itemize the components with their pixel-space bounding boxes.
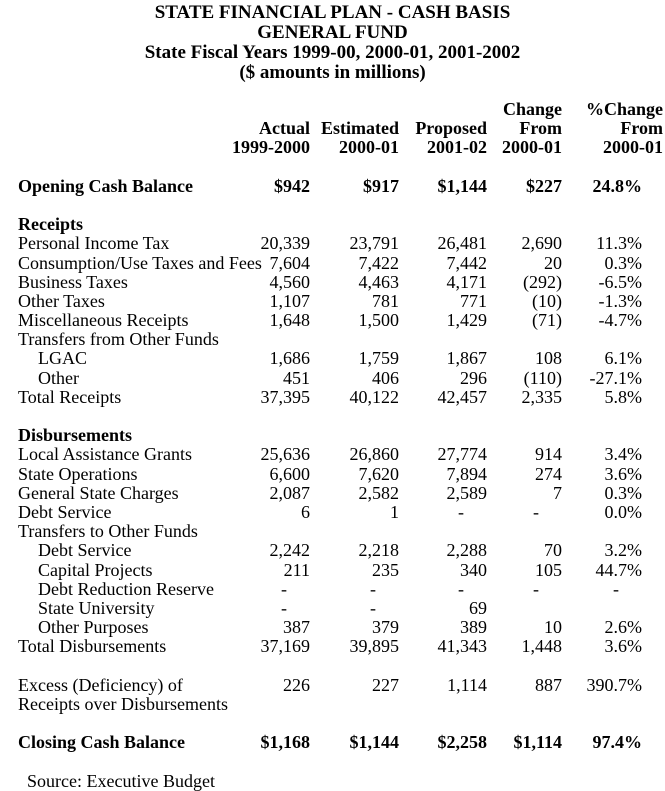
cell-actual-1999-2000: - — [281, 597, 287, 618]
row-label: Other Taxes — [18, 290, 105, 311]
cell-actual-1999-2000: 25,636 — [260, 444, 310, 465]
table-row — [18, 561, 642, 580]
cell-pct-change-from-2000-01: 3.6% — [604, 463, 642, 484]
cell-change-from-2000-01 — [487, 522, 562, 541]
row-label: Other Purposes — [38, 617, 149, 638]
cell-proposed-2001-02: 7,442 — [446, 252, 487, 273]
cell-change-from-2000-01 — [487, 695, 562, 714]
source-note: Source: Executive Budget — [27, 771, 215, 791]
row-label: Other — [38, 367, 79, 388]
cell-estimated-2000-01: 235 — [372, 559, 399, 580]
header-estimated-2000-01: Estimated — [321, 118, 399, 139]
report-title — [0, 3, 665, 83]
cell-actual-1999-2000: $942 — [274, 175, 310, 196]
cell-pct-change-from-2000-01: 2.6% — [604, 617, 642, 638]
cell-proposed-2001-02: 69 — [469, 597, 487, 618]
spacer-row — [18, 656, 642, 675]
cell-change-from-2000-01 — [487, 330, 562, 349]
table-row — [18, 177, 642, 196]
cell-change-from-2000-01: 2,690 — [521, 233, 562, 254]
header-actual-1999-2000: 1999-2000 — [232, 137, 310, 158]
cell-actual-1999-2000: - — [281, 578, 287, 599]
table-row — [18, 273, 642, 292]
cell-estimated-2000-01: 781 — [372, 290, 399, 311]
table-row — [18, 580, 642, 599]
cell-actual-1999-2000: 37,169 — [260, 636, 310, 657]
cell-proposed-2001-02 — [399, 426, 487, 445]
table-row — [18, 349, 642, 368]
cell-change-from-2000-01: 2,335 — [521, 386, 562, 407]
table-row — [18, 311, 642, 330]
cell-proposed-2001-02: 389 — [460, 617, 487, 638]
row-label: Opening Cash Balance — [18, 175, 194, 196]
cell-change-from-2000-01 — [487, 215, 562, 234]
cell-estimated-2000-01 — [310, 215, 399, 234]
cell-change-from-2000-01 — [487, 426, 562, 445]
cell-actual-1999-2000: 1,107 — [269, 290, 310, 311]
title-line-1: STATE FINANCIAL PLAN - CASH BASIS — [154, 2, 511, 23]
cell-change-from-2000-01: 10 — [544, 617, 562, 638]
row-label: Receipts — [18, 214, 83, 235]
cell-estimated-2000-01: 379 — [372, 617, 399, 638]
cell-pct-change-from-2000-01: 44.7% — [595, 559, 642, 580]
cell-estimated-2000-01: - — [370, 578, 376, 599]
cell-proposed-2001-02 — [399, 522, 487, 541]
table-row — [18, 599, 642, 618]
header-proposed-2001-02: 2001-02 — [427, 137, 487, 158]
spacer-row — [18, 714, 642, 733]
cell-proposed-2001-02: 296 — [460, 367, 487, 388]
table-row — [18, 292, 642, 311]
table-row — [18, 369, 642, 388]
cell-pct-change-from-2000-01: 0.0% — [604, 501, 642, 522]
cell-pct-change-from-2000-01: -27.1% — [589, 367, 642, 388]
cell-change-from-2000-01: 887 — [535, 674, 562, 695]
spacer-row — [18, 407, 642, 426]
cell-proposed-2001-02: 2,589 — [446, 482, 487, 503]
cell-actual-1999-2000: 4,560 — [269, 271, 310, 292]
table-row — [18, 426, 642, 445]
table-row — [18, 465, 642, 484]
row-label: Debt Service — [18, 501, 112, 522]
cell-pct-change-from-2000-01: -4.7% — [598, 310, 642, 331]
table-row — [18, 541, 642, 560]
cell-pct-change-from-2000-01 — [562, 426, 642, 445]
cell-actual-1999-2000: 6 — [301, 501, 310, 522]
cell-proposed-2001-02: 41,343 — [437, 636, 487, 657]
cell-pct-change-from-2000-01: 11.3% — [596, 233, 642, 254]
spacer-row — [18, 196, 642, 215]
title-line-3: State Fiscal Years 1999-00, 2000-01, 2001-2002 — [144, 42, 521, 63]
cell-proposed-2001-02: 1,867 — [446, 348, 487, 369]
cell-proposed-2001-02: 26,481 — [437, 233, 487, 254]
cell-change-from-2000-01: - — [533, 578, 539, 599]
row-label: Personal Income Tax — [18, 233, 170, 254]
cell-estimated-2000-01: 1,759 — [358, 348, 399, 369]
cell-proposed-2001-02: 340 — [460, 559, 487, 580]
cell-change-from-2000-01: (110) — [523, 367, 562, 388]
cell-estimated-2000-01: 23,791 — [349, 233, 399, 254]
table-row — [18, 733, 642, 752]
cell-actual-1999-2000: 387 — [283, 617, 310, 638]
header-actual-1999-2000: Actual — [259, 118, 310, 139]
row-label: General State Charges — [18, 482, 179, 503]
cell-pct-change-from-2000-01: 3.2% — [604, 540, 642, 561]
cell-estimated-2000-01: 2,582 — [358, 482, 399, 503]
cell-actual-1999-2000 — [247, 426, 310, 445]
cell-actual-1999-2000: 37,395 — [260, 386, 310, 407]
cell-change-from-2000-01: (10) — [532, 290, 562, 311]
cell-proposed-2001-02 — [399, 215, 487, 234]
cell-proposed-2001-02: 7,894 — [446, 463, 487, 484]
cell-change-from-2000-01: 914 — [535, 444, 562, 465]
cell-proposed-2001-02: 2,288 — [446, 540, 487, 561]
cell-proposed-2001-02 — [399, 330, 487, 349]
row-label: Closing Cash Balance — [18, 732, 186, 753]
cell-estimated-2000-01: 1,500 — [358, 310, 399, 331]
row-label: Disbursements — [18, 425, 133, 446]
cell-change-from-2000-01: 7 — [553, 482, 562, 503]
cell-actual-1999-2000: 226 — [283, 674, 310, 695]
header-pct-change-from-2000-01: %Change — [585, 99, 663, 119]
cell-pct-change-from-2000-01: 0.3% — [604, 482, 642, 503]
cell-actual-1999-2000: $1,168 — [260, 732, 310, 753]
financial-table — [18, 99, 663, 753]
cell-estimated-2000-01: 7,422 — [358, 252, 399, 273]
cell-proposed-2001-02: 27,774 — [437, 444, 487, 465]
cell-proposed-2001-02: - — [458, 501, 464, 522]
cell-change-from-2000-01: $227 — [526, 175, 562, 196]
table-row — [18, 484, 642, 503]
cell-pct-change-from-2000-01: 6.1% — [604, 348, 642, 369]
header-pct-change-from-2000-01: 2000-01 — [603, 137, 663, 158]
cell-pct-change-from-2000-01: 5.8% — [604, 386, 642, 407]
row-label: Consumption/Use Taxes and Fees — [18, 252, 262, 273]
row-label: State University — [38, 597, 155, 618]
row-label: Excess (Deficiency) of — [18, 674, 183, 695]
row-label: State Operations — [18, 463, 138, 484]
cell-estimated-2000-01: $917 — [363, 175, 399, 196]
cell-actual-1999-2000: 1,648 — [269, 310, 310, 331]
cell-actual-1999-2000: 2,242 — [269, 540, 310, 561]
cell-proposed-2001-02: 42,457 — [437, 386, 487, 407]
cell-change-from-2000-01: 20 — [544, 252, 562, 273]
table-row — [18, 215, 642, 234]
title-line-4: ($ amounts in millions) — [239, 62, 426, 83]
header-estimated-2000-01 — [310, 100, 399, 119]
cell-proposed-2001-02: 1,429 — [446, 310, 487, 331]
row-label: LGAC — [38, 348, 87, 369]
cell-actual-1999-2000: 6,600 — [269, 463, 310, 484]
cell-proposed-2001-02: $1,144 — [437, 175, 487, 196]
header-actual-1999-2000 — [18, 100, 310, 119]
header-estimated-2000-01: 2000-01 — [339, 137, 399, 158]
cell-change-from-2000-01: (292) — [523, 271, 562, 292]
header-change-from-2000-01: From — [519, 118, 562, 139]
cell-pct-change-from-2000-01: 390.7% — [586, 674, 642, 695]
row-label: Transfers to Other Funds — [18, 521, 198, 542]
cell-pct-change-from-2000-01: 3.4% — [604, 444, 642, 465]
cell-change-from-2000-01: (71) — [532, 310, 562, 331]
row-label: Miscellaneous Receipts — [18, 310, 189, 331]
cell-estimated-2000-01: 40,122 — [349, 386, 399, 407]
table-row — [18, 522, 642, 541]
cell-proposed-2001-02: - — [458, 578, 464, 599]
cell-change-from-2000-01: 70 — [544, 540, 562, 561]
header-change-from-2000-01: 2000-01 — [502, 137, 562, 158]
header-proposed-2001-02: Proposed — [415, 118, 487, 139]
row-label: Local Assistance Grants — [18, 444, 192, 465]
cell-actual-1999-2000: 211 — [283, 559, 310, 580]
row-label: Capital Projects — [38, 559, 153, 580]
cell-change-from-2000-01: 1,448 — [521, 636, 562, 657]
cell-estimated-2000-01: 7,620 — [358, 463, 399, 484]
cell-estimated-2000-01: 227 — [372, 674, 399, 695]
table-row — [18, 618, 642, 637]
table-header — [18, 99, 663, 158]
cell-estimated-2000-01 — [310, 695, 399, 714]
table-body — [18, 158, 642, 753]
cell-change-from-2000-01: - — [533, 501, 539, 522]
table-row — [18, 445, 642, 464]
cell-actual-1999-2000: 451 — [283, 367, 310, 388]
cell-pct-change-from-2000-01: -6.5% — [598, 271, 642, 292]
header-proposed-2001-02 — [399, 100, 487, 119]
row-label: Business Taxes — [18, 271, 128, 292]
cell-actual-1999-2000 — [247, 215, 310, 234]
cell-estimated-2000-01: 26,860 — [349, 444, 399, 465]
cell-estimated-2000-01: - — [370, 597, 376, 618]
cell-pct-change-from-2000-01: -1.3% — [598, 290, 642, 311]
cell-pct-change-from-2000-01 — [562, 522, 642, 541]
cell-actual-1999-2000: 7,604 — [269, 252, 310, 273]
row-label: Transfers from Other Funds — [18, 329, 219, 350]
cell-estimated-2000-01: 4,463 — [358, 271, 399, 292]
cell-proposed-2001-02 — [399, 695, 487, 714]
cell-actual-1999-2000: 20,339 — [260, 233, 310, 254]
cell-change-from-2000-01: $1,114 — [513, 732, 562, 753]
table-row — [18, 330, 642, 349]
cell-actual-1999-2000 — [247, 330, 310, 349]
cell-estimated-2000-01: $1,144 — [349, 732, 399, 753]
header-pct-change-from-2000-01: From — [620, 118, 663, 139]
cell-estimated-2000-01: 406 — [372, 367, 399, 388]
cell-actual-1999-2000 — [247, 695, 310, 714]
table-row — [18, 254, 642, 273]
spacer-row — [18, 158, 642, 177]
cell-change-from-2000-01: 274 — [535, 463, 562, 484]
title-line-2: GENERAL FUND — [257, 22, 408, 43]
header-change-from-2000-01: Change — [502, 99, 562, 119]
header-row — [18, 99, 663, 119]
table-row — [18, 676, 642, 695]
cell-estimated-2000-01: 39,895 — [349, 636, 399, 657]
cell-pct-change-from-2000-01: - — [613, 578, 619, 599]
cell-change-from-2000-01 — [487, 599, 562, 618]
cell-pct-change-from-2000-01: 97.4% — [592, 732, 642, 753]
row-label: Receipts over Disbursements — [18, 693, 228, 714]
cell-pct-change-from-2000-01 — [562, 215, 642, 234]
cell-pct-change-from-2000-01: 0.3% — [604, 252, 642, 273]
cell-change-from-2000-01: 105 — [535, 559, 562, 580]
cell-proposed-2001-02: 771 — [460, 290, 487, 311]
cell-actual-1999-2000 — [247, 522, 310, 541]
header-row — [18, 137, 663, 158]
cell-estimated-2000-01 — [310, 522, 399, 541]
table-row — [18, 388, 642, 407]
cell-proposed-2001-02: 4,171 — [446, 271, 487, 292]
table-row — [18, 503, 642, 522]
table-row — [18, 637, 642, 656]
cell-proposed-2001-02: 1,114 — [447, 674, 487, 695]
table-row — [18, 234, 642, 253]
cell-proposed-2001-02: $2,258 — [437, 732, 487, 753]
cell-actual-1999-2000: 1,686 — [269, 348, 310, 369]
cell-estimated-2000-01: 1 — [390, 501, 399, 522]
cell-pct-change-from-2000-01: 24.8% — [592, 175, 642, 196]
row-label: Debt Reduction Reserve — [38, 578, 214, 599]
row-label: Total Receipts — [18, 386, 122, 407]
cell-pct-change-from-2000-01 — [562, 695, 642, 714]
row-label: Debt Service — [38, 540, 132, 561]
cell-pct-change-from-2000-01 — [562, 599, 642, 618]
table-row — [18, 695, 642, 714]
cell-estimated-2000-01: 2,218 — [358, 540, 399, 561]
cell-pct-change-from-2000-01: 3.6% — [604, 636, 642, 657]
cell-actual-1999-2000: 2,087 — [269, 482, 310, 503]
row-label: Total Disbursements — [18, 636, 167, 657]
cell-estimated-2000-01 — [310, 426, 399, 445]
cell-change-from-2000-01: 108 — [535, 348, 562, 369]
cell-pct-change-from-2000-01 — [562, 330, 642, 349]
header-row — [18, 118, 663, 139]
cell-estimated-2000-01 — [310, 330, 399, 349]
